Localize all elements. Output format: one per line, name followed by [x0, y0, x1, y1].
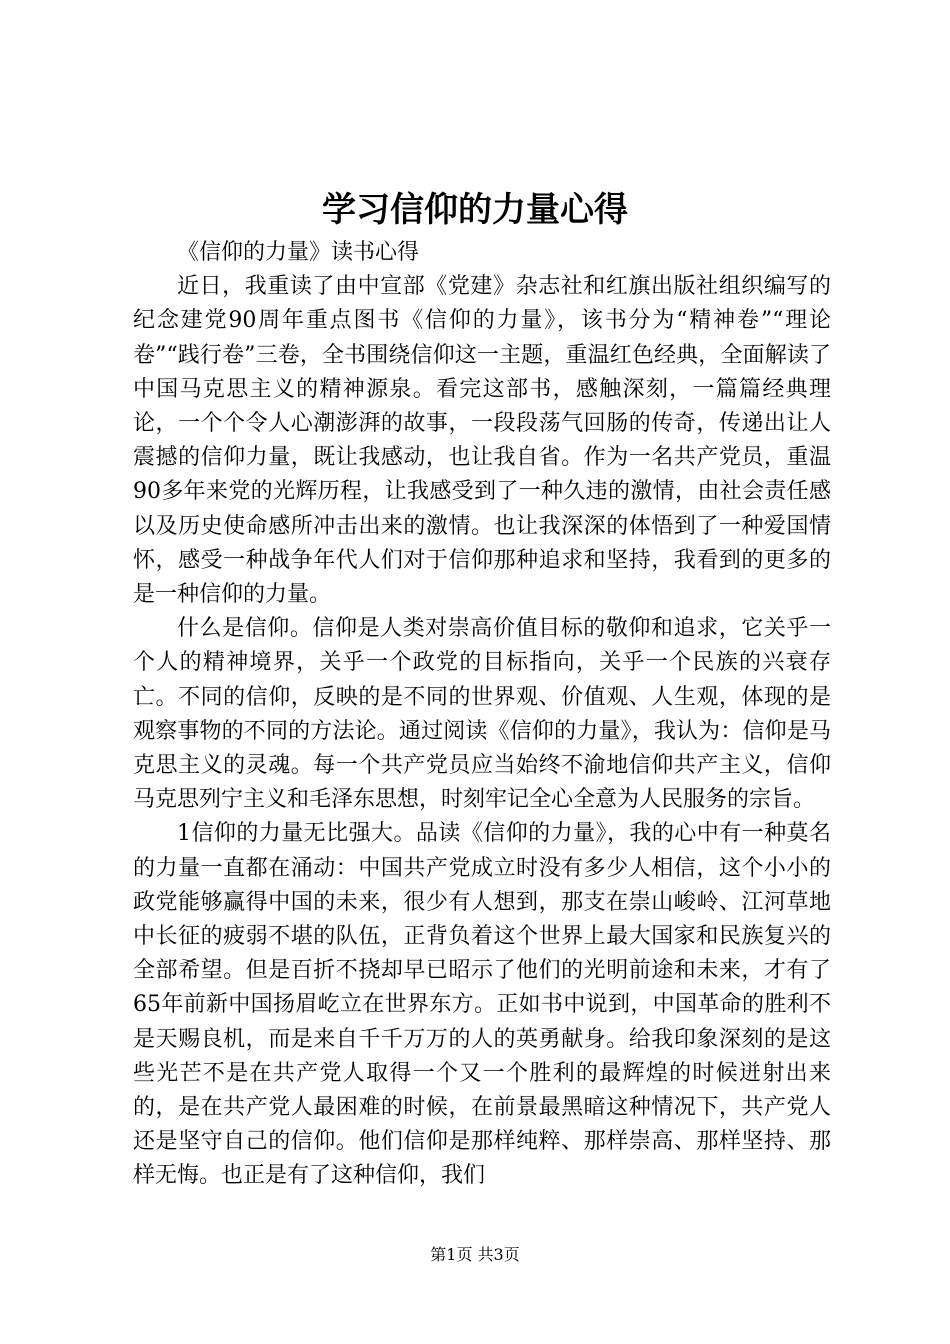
body-paragraph: 什么是信仰。信仰是人类对崇高价值目标的敬仰和追求，它关乎一个人的精神境界，关乎一个政党的目标指向，关乎一个民族的兴衰存亡。不同的信仰，反映的是不同的世界观、价值观、人生观，体现的是观察事物的不同的方法论。通过阅读《信仰的力量》，我认为：信仰是马克思主义的灵魂。每一个共产党员应当始终不渝地信仰共产主义，信仰马克思列宁主义和毛泽东思想，时刻牢记全心全意为人民服务的宗旨。 [133, 616, 831, 813]
document-body [133, 236, 831, 1194]
document-title: 学习信仰的力量心得 [322, 190, 628, 230]
subtitle-paragraph: 《信仰的力量》读书心得 [177, 240, 420, 265]
page-footer: 第1页 共3页 [430, 1245, 520, 1264]
body-paragraph: 近日，我重读了由中宣部《党建》杂志社和红旗出版社组织编写的纪念建党90周年重点图书《信仰的力量》，该书分为“精神卷”“理论卷”“践行卷”三卷，全书围绕信仰这一主题，重温红色经典，全面解读了中国马克思主义的精神源泉。看完这部书，感触深刻，一篇篇经典理论，一个个令人心潮澎湃的故事，一段段荡气回肠的传奇，传递出让人震撼的信仰力量，既让我感动，也让我自省。作为一名共产党员，重温90多年来党的光辉历程，让我感受到了一种久违的激情，由社会责任感以及历史使命感所冲击出来的激情。也让我深深的体悟到了一种爱国情怀，感受一种战争年代人们对于信仰那种追求和坚持，我看到的更多的是一种信仰的力量。 [133, 274, 831, 608]
body-paragraph: 1信仰的力量无比强大。品读《信仰的力量》，我的心中有一种莫名的力量一直都在涌动：中国共产党成立时没有多少人相信，这个小小的政党能够赢得中国的未来，很少有人想到，那支在崇山峻岭、江河草地中长征的疲弱不堪的队伍，正背负着这个世界上最大国家和民族复兴的全部希望。但是百折不挠却早已昭示了他们的光明前途和未来，才有了65年前新中国扬眉屹立在世界东方。正如书中说到，中国革命的胜利不是天赐良机，而是来自千千万万的人的英勇献身。给我印象深刻的是这些光芒不是在共产党人取得一个又一个胜利的最辉煌的时候迸射出来的，是在共产党人最困难的时候，在前景最黑暗这种情况下，共产党人还是坚守自己的信仰。他们信仰是那样纯粹、那样崇高、那样坚持、那样无悔。也正是有了这种信仰，我们 [133, 821, 831, 1189]
